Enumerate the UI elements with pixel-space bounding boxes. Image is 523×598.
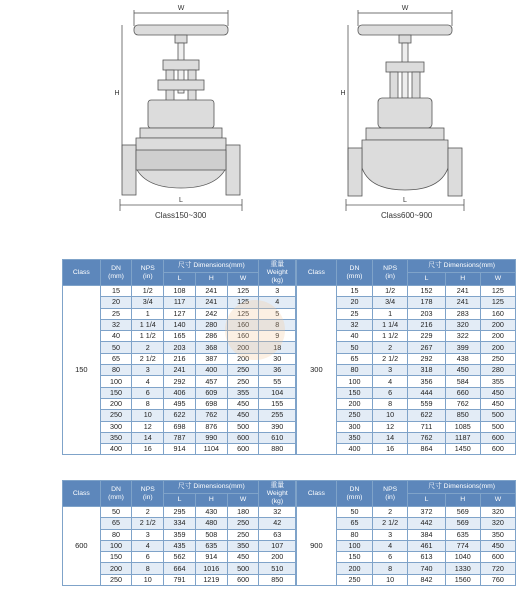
table-cell: 200 [100,398,132,409]
table-cell: 355 [480,376,515,387]
header-h: H [445,494,480,507]
table-cell: 216 [164,353,196,364]
table-cell: 9 [259,331,296,342]
table-cell: 3 [373,365,408,376]
table-cell: 4 [259,297,296,308]
table-cell: 762 [195,410,227,421]
table-cell: 127 [164,308,196,319]
table-cell: 250 [336,410,372,421]
table-cell: 1 1/2 [132,331,164,342]
table-cell: 180 [227,507,259,518]
table-cell: 3 [373,529,408,540]
table-cell: 104 [259,387,296,398]
table-cell: 200 [480,331,515,342]
table-cell: 80 [100,365,132,376]
table-cell: 600 [480,552,515,563]
table-cell: 1 1/2 [373,331,408,342]
table-cell: 2 [132,507,164,518]
table-cell: 461 [408,540,445,551]
table-cell: 10 [132,574,164,585]
class-cell: 150 [63,286,101,455]
table-cell: 200 [480,319,515,330]
table-cell: 25 [100,308,132,319]
header-nps: NPS (in) [373,481,408,507]
table-row [297,286,516,297]
table-cell: 6 [373,552,408,563]
table-cell: 300 [336,421,372,432]
table-cell: 14 [373,432,408,443]
table-cell: 150 [100,552,132,563]
table-cell: 711 [408,421,445,432]
table-cell: 600 [227,444,259,455]
table-cell: 50 [336,342,372,353]
header-class: Class [63,481,101,507]
table-cell: 350 [227,540,259,551]
table-cell: 125 [227,297,259,308]
table-cell: 200 [227,353,259,364]
dim-h-right: H [340,90,346,97]
table-cell: 241 [445,297,480,308]
table-cell: 1 [373,308,408,319]
table-cell: 200 [480,342,515,353]
table-cell: 32 [100,319,132,330]
table-cell: 200 [336,563,372,574]
table-cell: 438 [445,353,480,364]
table-cell: 435 [164,540,196,551]
table-cell: 495 [164,398,196,409]
table-cell: 65 [100,518,132,529]
table-cell: 117 [164,297,196,308]
table-cell: 108 [164,286,196,297]
table-cell: 1219 [195,574,227,585]
table-cell: 584 [445,376,480,387]
table-cell: 600 [480,432,515,443]
table-cell: 406 [164,387,196,398]
table-cell: 850 [259,574,296,585]
header-dn: DN (mm) [336,260,372,286]
table-cell: 387 [195,353,227,364]
table-cell: 250 [227,518,259,529]
table-cell: 10 [373,410,408,421]
table-cell: 609 [195,387,227,398]
header-nps: NPS (in) [373,260,408,286]
table-cell: 500 [480,410,515,421]
table-cell: 3 [132,529,164,540]
table-cell: 990 [195,432,227,443]
table-cell: 250 [227,365,259,376]
header-weight: 重量 Weight (kg) [259,260,296,286]
table-class900-clip [296,480,523,598]
table-cell: 774 [445,540,480,551]
table-cell: 2 1/2 [132,353,164,364]
table-class900 [296,480,516,586]
table-cell: 32 [259,507,296,518]
table-row [63,286,296,297]
header-dimensions: 尺寸 Dimensions(mm) [164,481,259,494]
header-dimensions: 尺寸 Dimensions(mm) [164,260,259,273]
header-h: H [445,273,480,286]
table-cell: 255 [259,410,296,421]
table-cell: 15 [100,286,132,297]
watermark-shape [225,300,285,360]
table-cell: 355 [227,387,259,398]
table-cell: 36 [259,365,296,376]
table-cell: 8 [132,563,164,574]
table-cell: 1187 [445,432,480,443]
header-class: Class [297,481,337,507]
table-cell: 100 [100,376,132,387]
table-cell: 450 [480,398,515,409]
header-l: L [164,273,196,286]
table-cell: 600 [480,444,515,455]
table-cell: 42 [259,518,296,529]
table-cell: 203 [164,342,196,353]
table-cell: 500 [227,421,259,432]
table-cell: 508 [195,529,227,540]
table-cell: 850 [445,410,480,421]
table-cell: 40 [336,331,372,342]
header-dimensions: 尺寸 Dimensions(mm) [408,481,516,494]
table-cell: 914 [164,444,196,455]
table-cell: 399 [445,342,480,353]
table-cell: 356 [408,376,445,387]
table-cell: 1/2 [373,286,408,297]
table-cell: 1560 [445,574,480,585]
table-cell: 50 [100,507,132,518]
table-cell: 32 [336,319,372,330]
table-cell: 150 [336,387,372,398]
table-cell: 660 [445,387,480,398]
table-cell: 6 [132,552,164,563]
dim-h-left: H [114,90,120,97]
class-cell: 300 [297,286,337,455]
table-cell: 3 [259,286,296,297]
header-h: H [195,273,227,286]
table-cell: 450 [227,552,259,563]
table-cell: 8 [373,563,408,574]
table-cell: 125 [227,308,259,319]
table-cell: 400 [195,365,227,376]
table-cell: 450 [480,540,515,551]
table-row [297,507,516,518]
table-cell: 842 [408,574,445,585]
header-h: H [195,494,227,507]
header-weight: 重量 Weight (kg) [259,481,296,507]
table-cell: 372 [408,507,445,518]
table-cell: 8 [132,398,164,409]
table-cell: 2 1/2 [132,518,164,529]
table-cell: 100 [100,540,132,551]
table-cell: 368 [195,342,227,353]
table-cell: 107 [259,540,296,551]
table-cell: 295 [164,507,196,518]
table-cell: 720 [480,563,515,574]
table-cell: 229 [408,331,445,342]
table-cell: 241 [195,286,227,297]
table-cell: 241 [445,286,480,297]
table-cell: 1330 [445,563,480,574]
table-cell: 250 [100,410,132,421]
dim-w-right: W [401,5,409,12]
table-cell: 241 [195,297,227,308]
table-cell: 510 [259,563,296,574]
table-cell: 40 [100,331,132,342]
table-cell: 610 [259,432,296,443]
table-cell: 4 [132,540,164,551]
table-cell: 500 [227,563,259,574]
table-cell: 1450 [445,444,480,455]
table-cell: 65 [336,518,372,529]
table-cell: 914 [195,552,227,563]
table-cell: 762 [408,432,445,443]
table-cell: 50 [100,342,132,353]
header-nps: NPS (in) [132,481,164,507]
table-cell: 559 [408,398,445,409]
table-cell: 5 [259,308,296,319]
table-cell: 10 [373,574,408,585]
table-cell: 6 [132,387,164,398]
table-cell: 150 [336,552,372,563]
table-cell: 600 [227,574,259,585]
table-cell: 242 [195,308,227,319]
table-cell: 760 [480,574,515,585]
table-cell: 1 1/4 [373,319,408,330]
table-cell: 286 [195,331,227,342]
table-cell: 8 [373,398,408,409]
table-cell: 125 [480,286,515,297]
table-cell: 250 [336,574,372,585]
table-cell: 334 [164,518,196,529]
valve-drawing-class150-300 [0,0,523,240]
table-cell: 8 [259,319,296,330]
table-cell: 320 [480,518,515,529]
table-cell: 450 [445,365,480,376]
table-cell: 20 [336,297,372,308]
table-cell: 864 [408,444,445,455]
table-cell: 1104 [195,444,227,455]
table-cell: 2 [373,342,408,353]
table-cell: 400 [336,444,372,455]
table-cell: 150 [100,387,132,398]
table-cell: 600 [227,432,259,443]
header-nps: NPS (in) [132,260,164,286]
table-cell: 12 [132,421,164,432]
table-cell: 350 [480,529,515,540]
table-cell: 400 [100,444,132,455]
table-cell: 2 1/2 [373,353,408,364]
table-cell: 203 [408,308,445,319]
caption-class150-300: Class150~300 [155,211,207,220]
table-cell: 160 [480,308,515,319]
table-cell: 791 [164,574,196,585]
table-cell: 160 [227,331,259,342]
table-cell: 762 [445,398,480,409]
table-cell: 6 [373,387,408,398]
header-dn: DN (mm) [336,481,372,507]
table-cell: 622 [164,410,196,421]
table-cell: 267 [408,342,445,353]
table-cell: 30 [259,353,296,364]
table-cell: 664 [164,563,196,574]
table-cell: 155 [259,398,296,409]
table-class600 [62,480,296,586]
table-cell: 125 [480,297,515,308]
table-cell: 1040 [445,552,480,563]
table-cell: 450 [227,398,259,409]
table-cell: 25 [336,308,372,319]
table-cell: 698 [164,421,196,432]
table-row [63,507,296,518]
table-cell: 65 [100,353,132,364]
table-cell: 1016 [195,563,227,574]
table-cell: 100 [336,376,372,387]
table-cell: 292 [164,376,196,387]
header-class: Class [63,260,101,286]
table-cell: 18 [259,342,296,353]
table-class300 [296,259,516,455]
table-cell: 280 [195,319,227,330]
table-cell: 216 [408,319,445,330]
table-cell: 250 [100,574,132,585]
table-cell: 480 [195,518,227,529]
table-cell: 250 [227,376,259,387]
table-cell: 698 [195,398,227,409]
table-cell: 442 [408,518,445,529]
table-cell: 2 1/2 [373,518,408,529]
table-cell: 622 [408,410,445,421]
table-cell: 320 [480,507,515,518]
dim-l-right: L [403,197,407,204]
table-cell: 569 [445,507,480,518]
table-cell: 500 [480,421,515,432]
header-w: W [480,273,515,286]
table-cell: 152 [408,286,445,297]
table-cell: 4 [373,376,408,387]
table-cell: 200 [227,342,259,353]
table-cell: 15 [336,286,372,297]
dim-l-left: L [179,197,183,204]
header-dn: DN (mm) [100,260,132,286]
table-cell: 80 [100,529,132,540]
table-cell: 55 [259,376,296,387]
table-cell: 350 [336,432,372,443]
table-cell: 562 [164,552,196,563]
dim-w-left: W [177,5,185,12]
table-cell: 635 [195,540,227,551]
table-cell: 292 [408,353,445,364]
table-cell: 740 [408,563,445,574]
table-cell: 787 [164,432,196,443]
table-cell: 320 [445,319,480,330]
header-dn: DN (mm) [100,481,132,507]
table-cell: 444 [408,387,445,398]
table-cell: 50 [336,507,372,518]
table-cell: 876 [195,421,227,432]
table-cell: 241 [164,365,196,376]
table-class300-clip [296,259,523,469]
table-cell: 2 [373,507,408,518]
table-cell: 3 [132,365,164,376]
class-cell: 600 [63,507,101,586]
table-cell: 12 [373,421,408,432]
header-class: Class [297,260,337,286]
table-cell: 100 [336,540,372,551]
table-cell: 1 [132,308,164,319]
table-cell: 300 [100,421,132,432]
header-w: W [227,273,259,286]
table-cell: 283 [445,308,480,319]
table-cell: 318 [408,365,445,376]
table-cell: 280 [480,365,515,376]
table-cell: 16 [373,444,408,455]
table-cell: 390 [259,421,296,432]
table-cell: 250 [227,529,259,540]
table-cell: 200 [336,398,372,409]
table-cell: 4 [132,376,164,387]
table-cell: 350 [100,432,132,443]
table-cell: 16 [132,444,164,455]
header-w: W [227,494,259,507]
table-cell: 10 [132,410,164,421]
table-cell: 80 [336,365,372,376]
table-cell: 20 [100,297,132,308]
table-cell: 125 [227,286,259,297]
header-l: L [408,494,445,507]
table-cell: 178 [408,297,445,308]
table-cell: 80 [336,529,372,540]
table-cell: 3/4 [132,297,164,308]
table-cell: 65 [336,353,372,364]
table-cell: 140 [164,319,196,330]
table-cell: 384 [408,529,445,540]
table-cell: 160 [227,319,259,330]
table-cell: 4 [373,540,408,551]
class-cell: 900 [297,507,337,586]
table-cell: 14 [132,432,164,443]
table-cell: 450 [480,387,515,398]
table-cell: 322 [445,331,480,342]
header-l: L [164,494,196,507]
table-cell: 569 [445,518,480,529]
table-cell: 200 [100,563,132,574]
table-cell: 1/2 [132,286,164,297]
table-cell: 1085 [445,421,480,432]
table-cell: 635 [445,529,480,540]
table-cell: 613 [408,552,445,563]
table-cell: 63 [259,529,296,540]
header-w: W [480,494,515,507]
table-cell: 1 1/4 [132,319,164,330]
table-cell: 165 [164,331,196,342]
table-cell: 880 [259,444,296,455]
table-cell: 2 [132,342,164,353]
table-cell: 359 [164,529,196,540]
caption-class600-900: Class600~900 [381,211,433,220]
table-cell: 3/4 [373,297,408,308]
table-cell: 200 [259,552,296,563]
header-dimensions: 尺寸 Dimensions(mm) [408,260,516,273]
header-l: L [408,273,445,286]
table-cell: 457 [195,376,227,387]
table-cell: 250 [480,353,515,364]
table-cell: 430 [195,507,227,518]
table-cell: 450 [227,410,259,421]
